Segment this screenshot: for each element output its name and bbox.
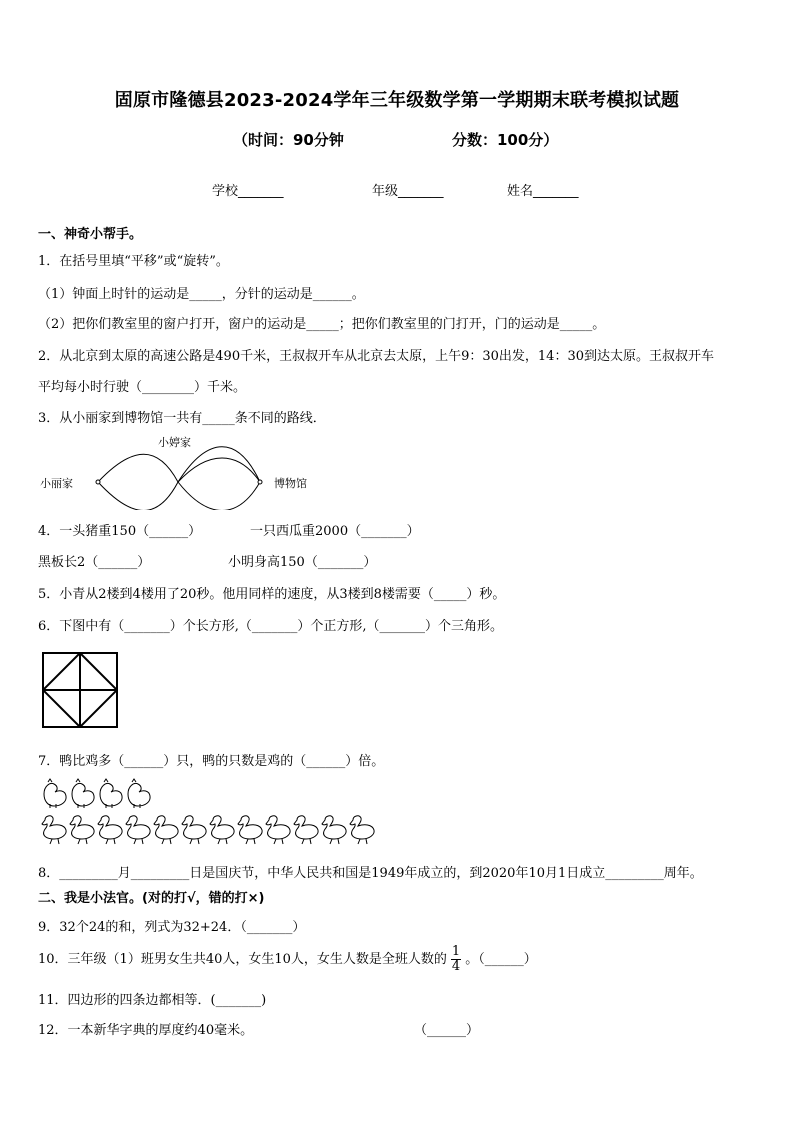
question-4-c: 黑板长2（______） (38, 555, 151, 570)
question-3: 3．从小丽家到博物馆一共有_____条不同的路线． (38, 411, 326, 426)
school-field: 学校_______ (212, 184, 284, 199)
question-2-line-2: 平均每小时行驶（________）千米。 (38, 380, 247, 395)
route-figure (38, 430, 314, 510)
chicken-icon (100, 779, 122, 808)
question-9: 9．32个24的和，列式为32+24．（_______） (38, 920, 306, 935)
duck-icon (266, 816, 290, 844)
question-12-blank: （______） (414, 1023, 480, 1038)
section-2-heading: 二、我是小法官。(对的打√，错的打×) (38, 891, 265, 906)
question-2-line-1: 2．从北京到太原的高速公路是490千米，王叔叔开车从北京去太原，上午9：30出发，14：30到达太原。王叔叔开车 (38, 349, 714, 364)
page-title: 固原市隆德县2023-2024学年三年级数学第一学期期末联考模拟试题 (114, 90, 680, 111)
duck-row (38, 812, 378, 850)
question-1-part-2: （2）把你们教室里的窗户打开，窗户的运动是_____；把你们教室里的门打开，门的运动是_____。 (38, 317, 606, 332)
duck-icon (42, 816, 66, 844)
duck-icon (210, 816, 234, 844)
question-4-d: 小明身高150（_______） (228, 555, 377, 570)
duck-icon (126, 816, 150, 844)
question-10-blank: 。（______） (465, 952, 537, 967)
square-figure (42, 652, 118, 732)
chicken-icons (38, 778, 158, 808)
question-1-part-1: （1）钟面上时针的运动是_____，分针的运动是______。 (38, 287, 365, 302)
question-5: 5．小青从2楼到4楼用了20秒。他用同样的速度，从3楼到8楼需要（_____）秒。 (38, 587, 506, 602)
duck-icons (38, 812, 378, 846)
chicken-icon (44, 779, 66, 808)
duck-icon (294, 816, 318, 844)
route-label-mid: 小婷家 (158, 436, 191, 449)
chicken-icon (128, 779, 150, 808)
fraction-one-quarter (451, 945, 461, 974)
exam-time: （时间：90分钟 (233, 131, 344, 149)
square-diagram (42, 652, 118, 728)
fraction-numerator: 1 (451, 944, 461, 959)
question-10 (38, 945, 537, 974)
question-10-text: 10．三年级（1）班男女生共40人，女生10人，女生人数是全班人数的 (38, 952, 447, 967)
question-6: 6．下图中有（_______）个长方形,（_______）个正方形,（_______）个三角形。 (38, 619, 504, 634)
question-7: 7．鸭比鸡多（______）只，鸭的只数是鸡的（______）倍。 (38, 754, 385, 769)
name-field: 姓名_______ (507, 184, 579, 199)
duck-icon (238, 816, 262, 844)
question-12: 12．一本新华字典的厚度约40毫米。 (38, 1023, 254, 1038)
duck-icon (70, 816, 94, 844)
duck-icon (154, 816, 178, 844)
duck-icon (98, 816, 122, 844)
fraction-denominator: 4 (451, 959, 461, 974)
duck-icon (322, 816, 346, 844)
section-1-heading: 一、神奇小帮手。 (38, 227, 143, 242)
route-label-left: 小丽家 (40, 477, 73, 490)
duck-icon (182, 816, 206, 844)
grade-field: 年级_______ (372, 184, 444, 199)
question-4-a: 4．一头猪重150（______） (38, 524, 202, 539)
chicken-icon (72, 779, 94, 808)
route-label-right: 博物馆 (274, 477, 307, 490)
question-1: 1．在括号里填“平移”或“旋转”。 (38, 254, 229, 269)
duck-icon (350, 816, 374, 844)
exam-score: 分数：100分） (452, 131, 559, 149)
question-11: 11．四边形的四条边都相等．(_______) (38, 993, 267, 1008)
chicken-row (38, 778, 158, 812)
question-4-b: 一只西瓜重2000（_______） (250, 524, 420, 539)
question-8: 8．_________月_________日是国庆节，中华人民共和国是1949年成立的，到2020年10月1日成立_________周年。 (38, 866, 703, 881)
